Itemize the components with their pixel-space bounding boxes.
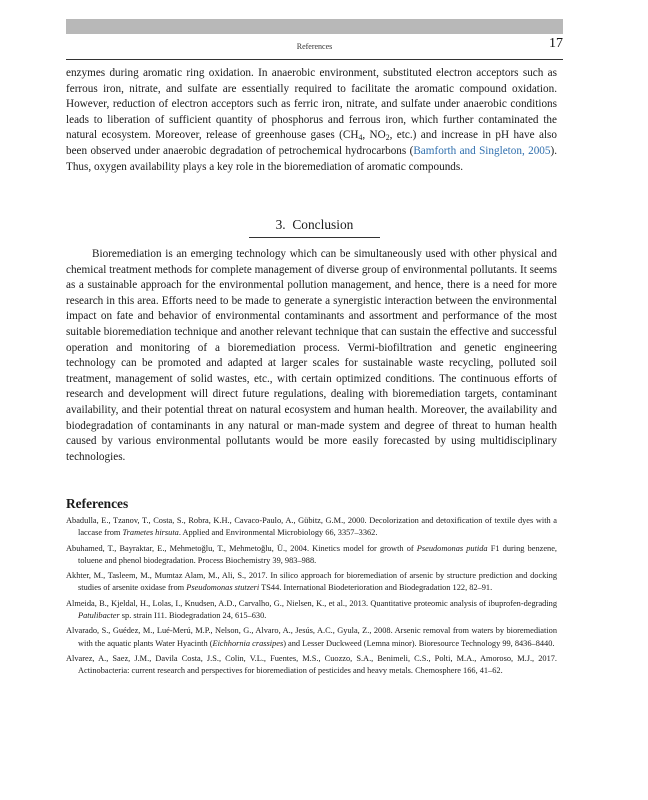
paragraph-intro-text-1: enzymes during aromatic ring oxidation. In anaerobic environment, substituted electron acceptors such as ferrous iron, nitrate, and sulfate are essentially required to facilitate the aromatic compound oxidation. However, reduction of electron acceptors such as ferric iron, nitrate, and sulfate under anaerobic conditions leads to liberation of sufficient quantity of phosphorus and ferrous iron, which further contaminated the natural ecosystem. Moreover, release of greenhouse gases (CH bbox=[66, 67, 557, 142]
reference-text: F1 during benzene, toluene and phenol biodegradation. Process Biochemistry 39, 983–988. bbox=[78, 543, 557, 565]
header-bar bbox=[66, 19, 563, 34]
reference-text: Alvarado, S., Guédez, M., Lué-Merú, M.P., Nelson, G., Alvaro, A., Jesús, A.C., Gyula, Z., 2008. Arsenic removal from waters by bioremediation with the aquatic plants Water Hyacinth ( bbox=[66, 626, 557, 648]
paragraph-conclusion: Bioremediation is an emerging technology which can be simultaneously used with other physical and chemical treatment methods for complete management of diverse group of environmental pollutants. It seems as a sustainable approach for the environmental pollution management, and hence, there is a need for more research in this area. Efforts need to be made to generate a synergistic interaction between the environmental impact on fate and behavior of environmental contaminants and assortment and performance of the most suitable bioremediation technique and another relevant technique that can sustain the effective and successful operation and monitoring of a bioremediation process. Vermi-biofiltration and genetic engineering technology can be promoted and adapted at larger scales for sustainable waste recycling, polluted soil treatment, management of solid wastes, etc., with certain optimized conditions. The continuous efforts of research and development will direct future regulations, dealing with bioremediation targets, contaminant availability, and their potential threat on natural ecosystem and human health. Moreover, the availability and biodegradation of contaminants in any natural or man-made system and degree of threat to human health caused by various environmental pollutants would be more easily forecasted by using multidisciplinary technologies. bbox=[66, 248, 557, 463]
paragraph-intro-text-3: , etc.) and increase in pH have also been observed under anaerobic degradation of petrochemical hydrocarbons ( bbox=[66, 129, 557, 157]
reference-italic: Patulibacter bbox=[78, 610, 120, 620]
reference-text: Abadulla, E., Tzanov, T., Costa, S., Robra, K.H., Cavaco-Paulo, A., Gübitz, G.M., 2000. Decolorization and detoxification of textile dyes with a laccase from bbox=[66, 516, 557, 538]
reference-item bbox=[66, 598, 557, 622]
running-head bbox=[66, 36, 563, 58]
reference-item bbox=[66, 653, 557, 677]
reference-text: sp. strain I11. Biodegradation 24, 615–630. bbox=[119, 610, 267, 620]
reference-italic: Trametes hirsuta bbox=[122, 528, 179, 538]
reference-text: Alvarez, A., Saez, J.M., Davila Costa, J.S., Colin, V.L., Fuentes, M.S., Cuozzo, S.A., Benimeli, C.S., Polti, M.A., Amoroso, M.J., 2017. Actinobacteria: current research and perspectives for bioremediation of pesticides and heavy metals. Chemosphere 166, 41–62. bbox=[66, 653, 557, 676]
subscript-4: 4 bbox=[358, 133, 363, 143]
reference-italic: Pseudomonas putida bbox=[416, 543, 488, 553]
reference-item bbox=[66, 570, 557, 594]
reference-text: . Applied and Environmental Microbiology 66, 3357–3362. bbox=[178, 528, 378, 538]
paragraph-intro bbox=[66, 66, 557, 175]
running-title: References bbox=[296, 42, 333, 51]
reference-text: Akhter, M., Tasleem, M., Mumtaz Alam, M., Ali, S., 2017. In silico approach for bioremediation of arsenic by structure prediction and docking studies of arsenite oxidase from bbox=[66, 571, 557, 593]
citation-link[interactable]: Bamforth and Singleton, 2005 bbox=[413, 144, 551, 157]
section-heading-rule bbox=[249, 237, 380, 238]
reference-text: ) and Lesser Duckweed (Lemna minor). Bioresource Technology 99, 8436–8440. bbox=[283, 638, 555, 648]
reference-text: TS44. International Biodeterioration and Biodegradation 122, 82–91. bbox=[259, 583, 493, 593]
subscript-2: 2 bbox=[385, 133, 390, 143]
references-heading: References bbox=[66, 496, 129, 511]
reference-text: Abuhamed, T., Bayraktar, E., Mehmetoğlu, T., Mehmetoğlu, Ü., 2004. Kinetics model for growth of bbox=[66, 543, 417, 553]
reference-item bbox=[66, 625, 557, 649]
page-number: 17 bbox=[549, 36, 563, 51]
section-title: Conclusion bbox=[292, 217, 354, 232]
paragraph-intro-text-4: ). Thus, oxygen availability plays a key role in the bioremediation of aromatic compounds. bbox=[66, 144, 558, 173]
reference-italic: Pseudomonas stutzeri bbox=[186, 583, 260, 593]
header-rule bbox=[66, 59, 563, 60]
reference-list bbox=[66, 515, 557, 681]
reference-item bbox=[66, 515, 557, 539]
reference-italic: Eichhornia crassipes bbox=[212, 638, 284, 648]
section-number: 3. bbox=[275, 217, 286, 232]
paragraph-intro-text-2: , NO bbox=[362, 129, 386, 142]
section-heading bbox=[66, 215, 563, 237]
reference-item bbox=[66, 543, 557, 567]
reference-text: Almeida, B., Kjeldal, H., Lolas, I., Knudsen, A.D., Carvalho, G., Nielsen, K., et al., 2013. Quantitative proteomic analysis of ibuprofen-degrading bbox=[66, 598, 557, 608]
